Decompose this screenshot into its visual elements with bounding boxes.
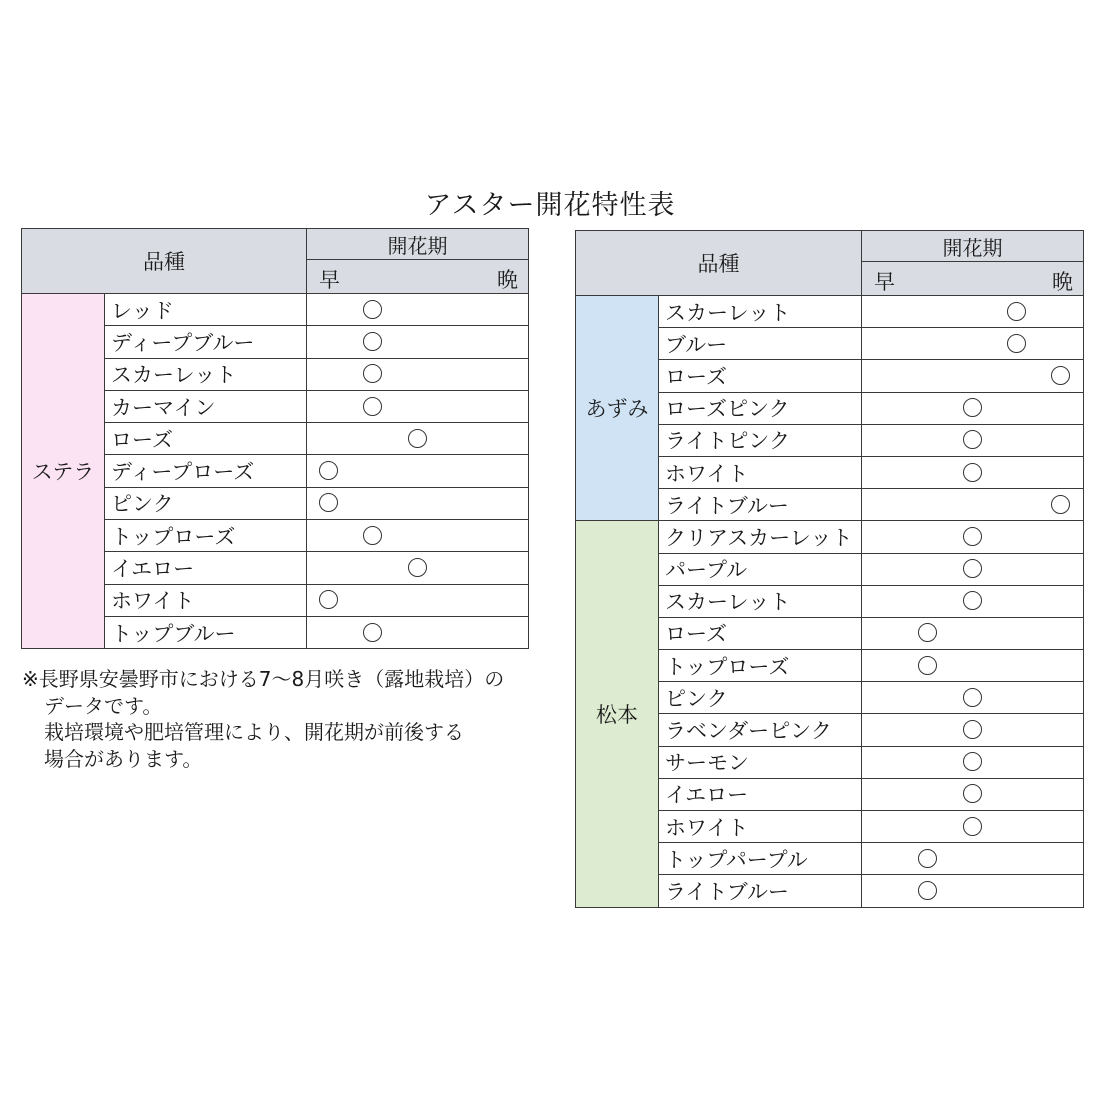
bloom-marker (319, 461, 338, 480)
table-row (576, 521, 1084, 553)
variety-name: ローズ (659, 617, 862, 649)
bloom-cell (862, 650, 1084, 682)
bloom-marker (963, 430, 982, 449)
bloom-cell (862, 811, 1084, 843)
bloom-marker (1051, 366, 1070, 385)
bloom-cell (307, 390, 529, 422)
bloom-cell (862, 521, 1084, 553)
series-name: 松本 (576, 521, 659, 907)
variety-name: ディープブルー (105, 326, 307, 358)
bloom-marker (1007, 302, 1026, 321)
early-label: 早 (874, 270, 895, 294)
footnote-line: 栽培環境や肥培管理により、開花期が前後する (44, 720, 464, 745)
variety-name: トップパープル (659, 843, 862, 875)
variety-name: ラベンダーピンク (659, 714, 862, 746)
variety-name: ライトブルー (659, 875, 862, 907)
bloom-marker (363, 300, 382, 319)
bloom-marker (319, 590, 338, 609)
series-name: あずみ (576, 296, 659, 521)
variety-name: トップローズ (659, 650, 862, 682)
bloom-cell (307, 616, 529, 648)
bloom-cell (862, 392, 1084, 424)
footnote-line: 場合があります。 (44, 746, 203, 771)
bloom-cell (862, 553, 1084, 585)
bloom-marker (963, 720, 982, 739)
footnote-line: ※長野県安曇野市における7～8月咲き（露地栽培）の (22, 667, 505, 691)
variety-name: ピンク (659, 682, 862, 714)
bloom-cell (307, 455, 529, 487)
bloom-marker (963, 688, 982, 707)
bloom-marker (963, 817, 982, 836)
bloom-marker (963, 559, 982, 578)
variety-name: スカーレット (659, 585, 862, 617)
azumi-matsumoto-bloom-table (575, 230, 1084, 908)
bloom-cell (862, 424, 1084, 456)
bloom-marker (319, 493, 338, 512)
bloom-cell (862, 875, 1084, 907)
bloom-cell (862, 456, 1084, 488)
bloom-marker (918, 849, 937, 868)
variety-name: ホワイト (659, 811, 862, 843)
bloom-cell (862, 617, 1084, 649)
bloom-cell (862, 296, 1084, 328)
variety-name: イエロー (105, 552, 307, 584)
variety-name: スカーレット (105, 358, 307, 390)
bloom-marker (363, 526, 382, 545)
variety-name: クリアスカーレット (659, 521, 862, 553)
bloom-cell (307, 423, 529, 455)
bloom-marker (918, 623, 937, 642)
variety-name: ライトブルー (659, 489, 862, 521)
page-title: アスター開花特性表 (424, 190, 676, 221)
early-label: 早 (319, 268, 340, 292)
bloom-scale-header (307, 260, 529, 294)
variety-name: カーマイン (105, 390, 307, 422)
bloom-period-header: 開花期 (307, 229, 529, 260)
bloom-marker (963, 752, 982, 771)
bloom-marker (963, 784, 982, 803)
variety-name: トップローズ (105, 520, 307, 552)
bloom-cell (862, 360, 1084, 392)
variety-name: イエロー (659, 778, 862, 810)
variety-name: トップブルー (105, 616, 307, 648)
bloom-marker (363, 332, 382, 351)
bloom-cell (862, 746, 1084, 778)
variety-name: ローズ (105, 423, 307, 455)
footnote-line: データです。 (44, 693, 163, 718)
variety-name: ホワイト (659, 456, 862, 488)
bloom-cell (862, 682, 1084, 714)
bloom-period-header: 開花期 (862, 231, 1084, 262)
variety-name: ローズ (659, 360, 862, 392)
variety-name: ディープローズ (105, 455, 307, 487)
bloom-marker (1007, 334, 1026, 353)
bloom-cell (862, 778, 1084, 810)
variety-name: ホワイト (105, 584, 307, 616)
stella-bloom-table (21, 228, 529, 649)
footnote (22, 666, 542, 772)
bloom-cell (862, 714, 1084, 746)
table-row (22, 294, 529, 326)
bloom-marker (963, 463, 982, 482)
bloom-marker (363, 623, 382, 642)
bloom-cell (307, 520, 529, 552)
bloom-marker (408, 558, 427, 577)
bloom-marker (363, 364, 382, 383)
variety-name: パープル (659, 553, 862, 585)
bloom-marker (1051, 495, 1070, 514)
bloom-scale-header (862, 262, 1084, 296)
variety-name: ローズピンク (659, 392, 862, 424)
variety-name: ブルー (659, 328, 862, 360)
bloom-marker (408, 429, 427, 448)
bloom-cell (307, 294, 529, 326)
variety-name: レッド (105, 294, 307, 326)
bloom-marker (363, 397, 382, 416)
bloom-marker (963, 398, 982, 417)
bloom-cell (307, 326, 529, 358)
bloom-cell (307, 487, 529, 519)
bloom-marker (963, 527, 982, 546)
bloom-cell (307, 552, 529, 584)
variety-header: 品種 (22, 229, 307, 294)
table-row (576, 296, 1084, 328)
bloom-cell (862, 328, 1084, 360)
bloom-cell (307, 584, 529, 616)
bloom-cell (862, 585, 1084, 617)
variety-header: 品種 (576, 231, 862, 296)
series-name: ステラ (22, 294, 105, 649)
variety-name: ピンク (105, 487, 307, 519)
bloom-marker (918, 881, 937, 900)
variety-name: サーモン (659, 746, 862, 778)
bloom-marker (918, 656, 937, 675)
variety-name: ライトピンク (659, 424, 862, 456)
late-label: 晩 (497, 268, 518, 292)
late-label: 晩 (1052, 270, 1073, 294)
variety-name: スカーレット (659, 296, 862, 328)
bloom-cell (862, 843, 1084, 875)
bloom-marker (963, 591, 982, 610)
bloom-cell (862, 489, 1084, 521)
bloom-cell (307, 358, 529, 390)
